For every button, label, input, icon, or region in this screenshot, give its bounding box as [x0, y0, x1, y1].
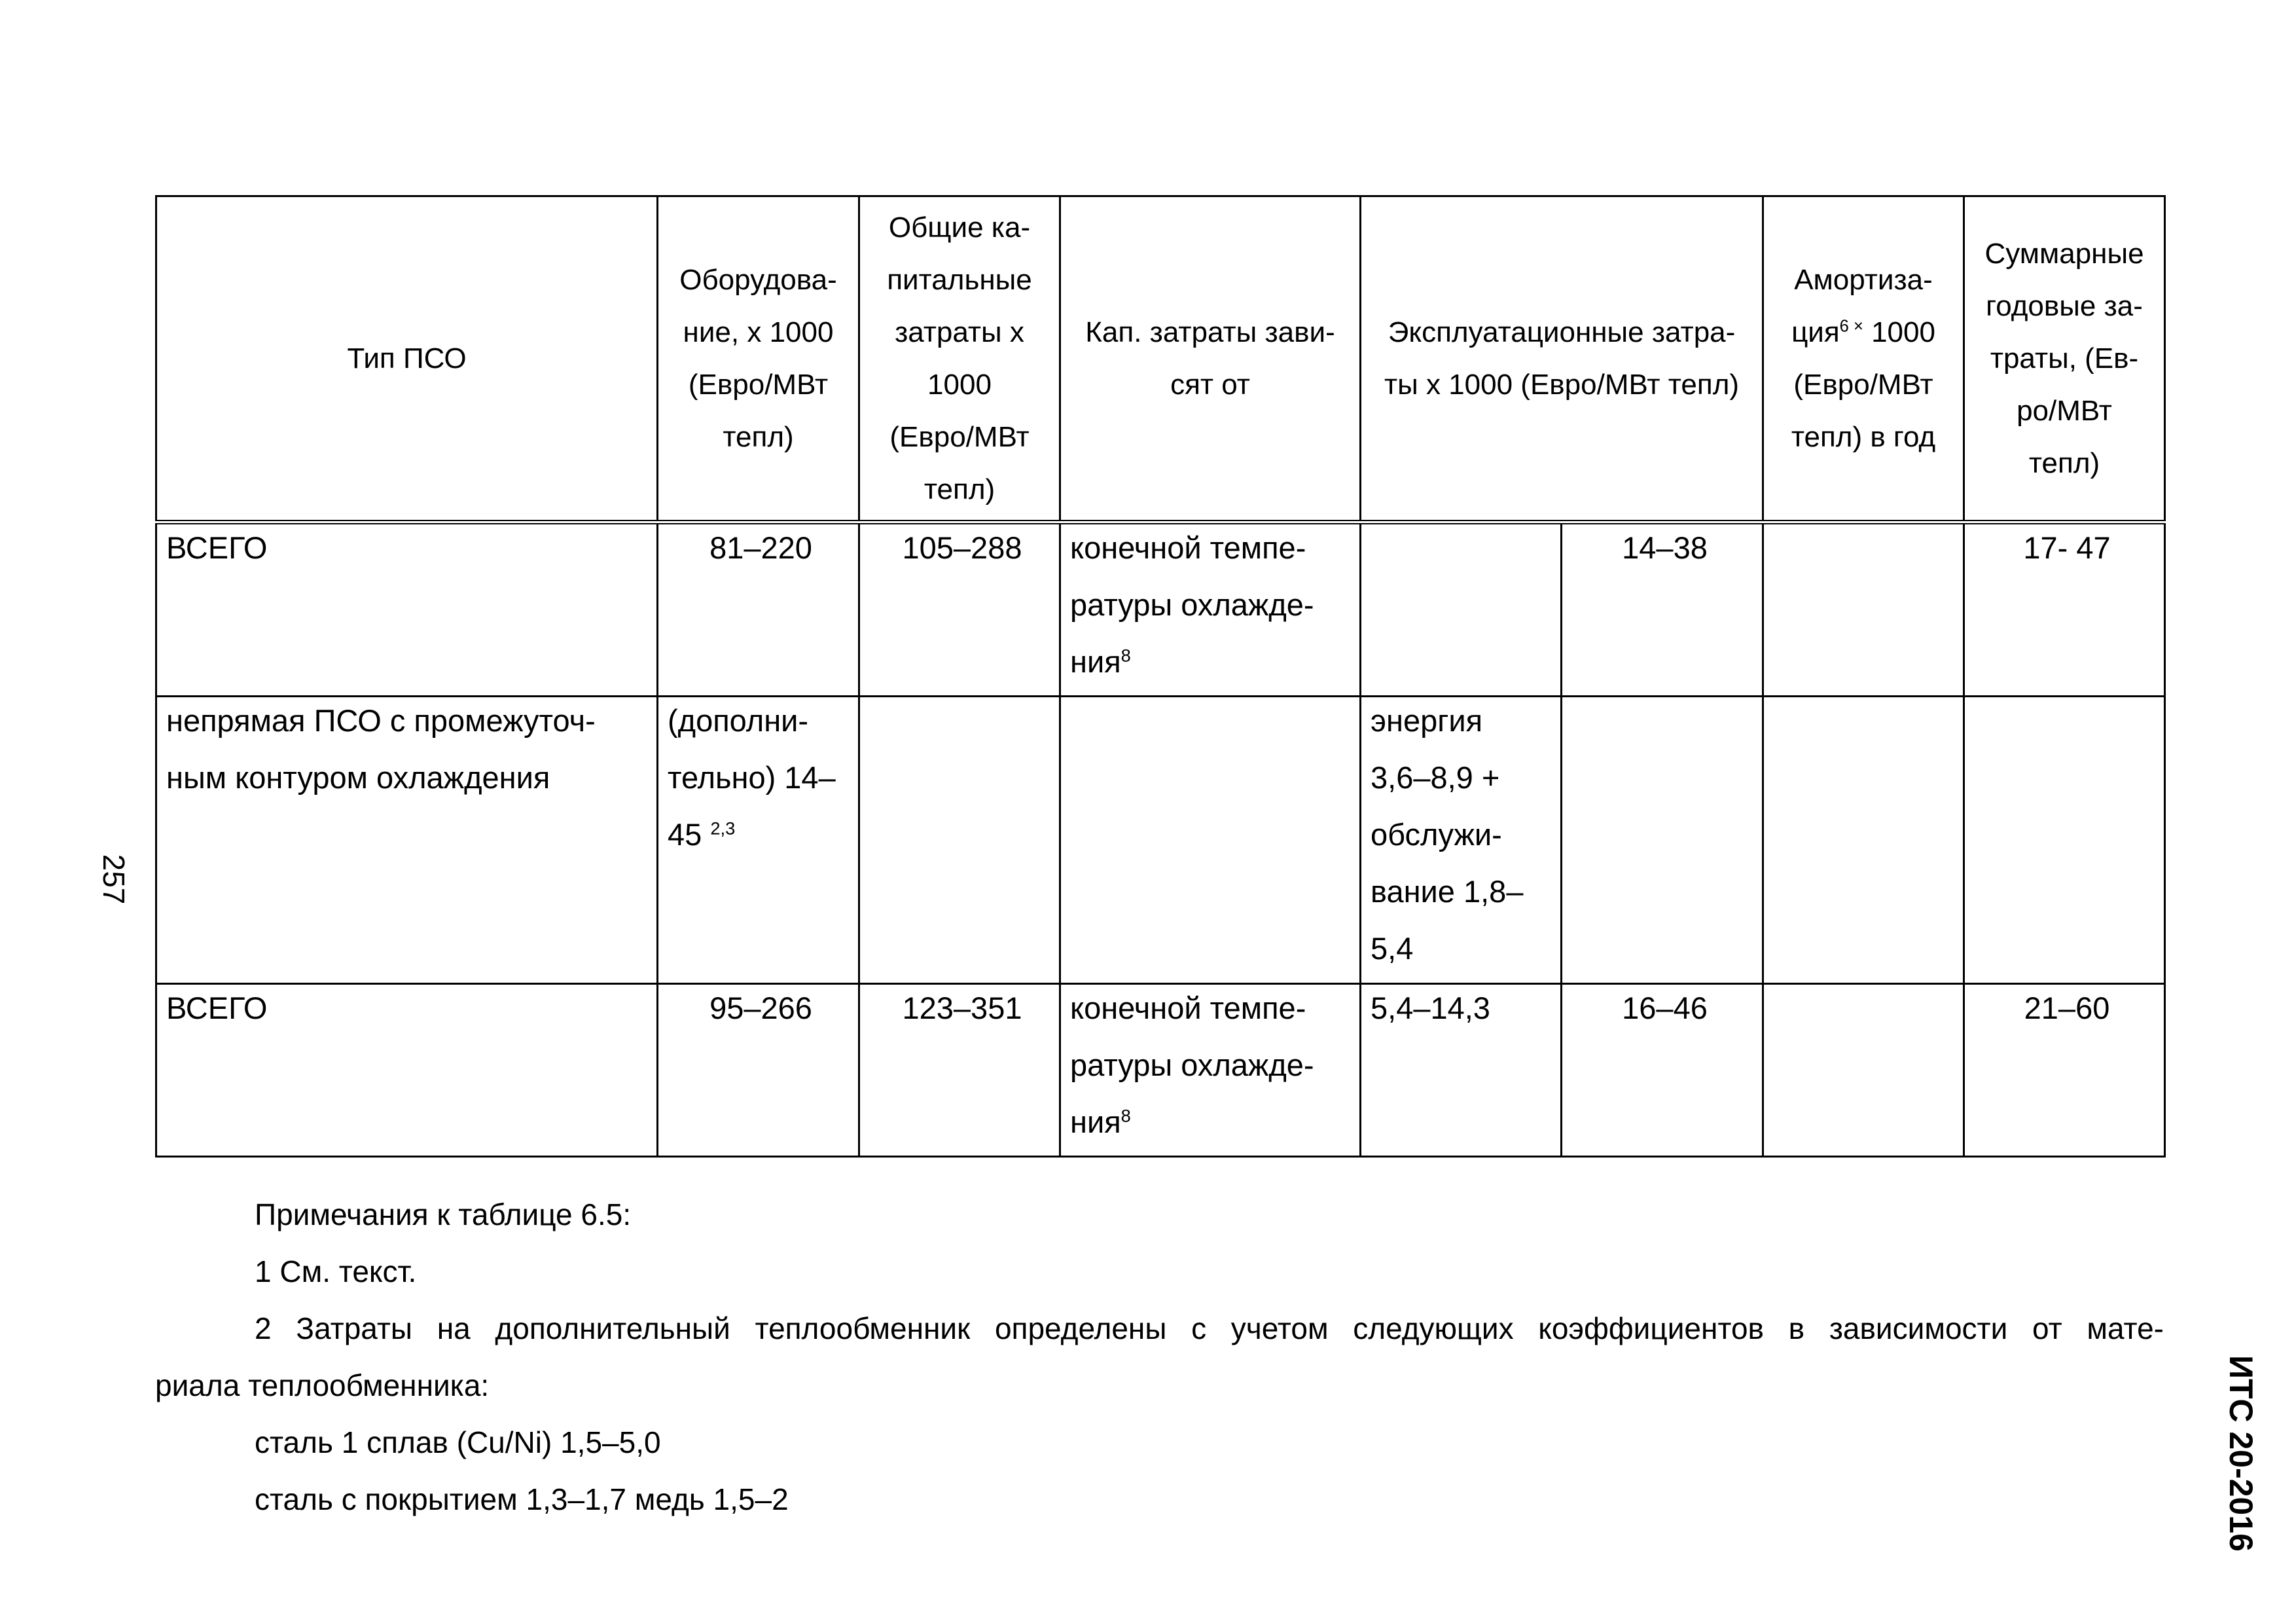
cell-equipment: [658, 522, 859, 697]
header-text: Тип ПСО: [347, 342, 467, 374]
header-cell-pso-type: [156, 196, 658, 522]
cell-amortization: [1763, 984, 1964, 1157]
cell-capex-depends: [1060, 522, 1361, 697]
cell-text: 5,4–14,3: [1371, 991, 1490, 1025]
cell-pso-type: [156, 697, 658, 984]
footnote-ref: 2,3: [710, 818, 736, 839]
header-text: Суммарные годовые за- траты, (Ев- ро/МВт тепл): [1984, 237, 2144, 479]
cell-opex-b: [1562, 522, 1763, 697]
cell-text: [1070, 522, 1355, 691]
note-item: 2 Затраты на дополнительный теплообменник определены с учетом следующих коэффициентов в зависимости от мате-: [255, 1311, 2164, 1345]
table-row: [156, 697, 2165, 984]
cell-total-capex: [859, 522, 1060, 697]
table-notes: [155, 1186, 2164, 1528]
cell-amortization: [1763, 522, 1964, 697]
header-cell-annual-total: [1964, 196, 2165, 522]
header-cell-capex-depends: [1060, 196, 1361, 522]
header-text: Общие ка- питальные затраты х 1000 (Евро/МВт тепл): [887, 211, 1032, 505]
cell-capex-depends: [1060, 697, 1361, 984]
cell-capex-depends: [1060, 984, 1361, 1157]
cell-pso-type: [156, 522, 658, 697]
cell-total-capex: [859, 697, 1060, 984]
material-coefficient-line: сталь с покрытием 1,3–1,7 медь 1,5–2: [255, 1482, 789, 1516]
footnote-ref: 8: [1121, 1105, 1131, 1126]
cell-text: [1070, 984, 1355, 1151]
table-row: [156, 984, 2165, 1157]
header-text-part: Амортиза- ция: [1791, 263, 1933, 348]
notes-title: Примечания к таблице 6.5:: [255, 1197, 632, 1231]
cell-text: [668, 697, 854, 864]
cell-text: 105–288: [902, 530, 1022, 565]
header-cell-total-capex: [859, 196, 1060, 522]
document-code: ИТС 20-2016: [2223, 1355, 2259, 1552]
header-cell-equipment: [658, 196, 859, 522]
cost-table: [155, 195, 2166, 1158]
cell-amortization: [1763, 697, 1964, 984]
cell-text: 17- 47: [2023, 530, 2111, 565]
header-text: Кап. затраты зави- сят от: [1085, 316, 1335, 401]
cell-text: ВСЕГО: [166, 530, 268, 565]
table-row: [156, 522, 2165, 697]
cell-opex-b: [1562, 984, 1763, 1157]
cell-text: энергия 3,6–8,9 + обслужи- вание 1,8– 5,4: [1371, 703, 1524, 966]
cell-equipment: [658, 697, 859, 984]
cell-opex-a: [1361, 697, 1562, 984]
note-item: 1 См. текст.: [255, 1254, 417, 1288]
footnote-ref: 8: [1121, 645, 1131, 666]
cell-text: 95–266: [709, 991, 812, 1025]
cell-opex-a: [1361, 522, 1562, 697]
table-header-row: [156, 196, 2165, 522]
cell-text: 123–351: [902, 991, 1022, 1025]
cell-text: 21–60: [2024, 991, 2110, 1025]
cell-text-part: конечной темпе- ратуры охлажде- ния: [1070, 530, 1314, 679]
cell-pso-type: [156, 984, 658, 1157]
header-text: [1767, 254, 1960, 464]
cell-text: 81–220: [709, 530, 812, 565]
cell-annual-total: [1964, 522, 2165, 697]
header-text-part: 1000 (Евро/МВт тепл) в год: [1791, 316, 1936, 453]
cell-opex-b: [1562, 697, 1763, 984]
cell-text-part: (дополни- тельно) 14– 45: [668, 703, 836, 852]
header-cell-amortization: [1763, 196, 1964, 522]
cell-text: непрямая ПСО с промежуточ- ным контуром охлаждения: [166, 703, 596, 795]
cell-annual-total: [1964, 984, 2165, 1157]
cell-total-capex: [859, 984, 1060, 1157]
cell-text: 16–46: [1622, 991, 1708, 1025]
cell-text: ВСЕГО: [166, 991, 268, 1025]
note-item-continuation: риала теплообменника:: [155, 1368, 490, 1402]
page-number: 257: [97, 854, 131, 905]
cell-equipment: [658, 984, 859, 1157]
material-coefficient-line: сталь 1 сплав (Cu/Ni) 1,5–5,0: [255, 1425, 661, 1459]
cell-opex-a: [1361, 984, 1562, 1157]
cell-text: 14–38: [1622, 530, 1708, 565]
cell-annual-total: [1964, 697, 2165, 984]
footnote-ref: 6 ×: [1839, 317, 1863, 336]
header-text: Оборудова- ние, х 1000 (Евро/МВт тепл): [679, 263, 837, 453]
header-text: Эксплуатационные затра- ты х 1000 (Евро/МВт тепл): [1384, 316, 1740, 401]
header-cell-opex: [1361, 196, 1763, 522]
cell-text-part: конечной темпе- ратуры охлажде- ния: [1070, 991, 1314, 1139]
